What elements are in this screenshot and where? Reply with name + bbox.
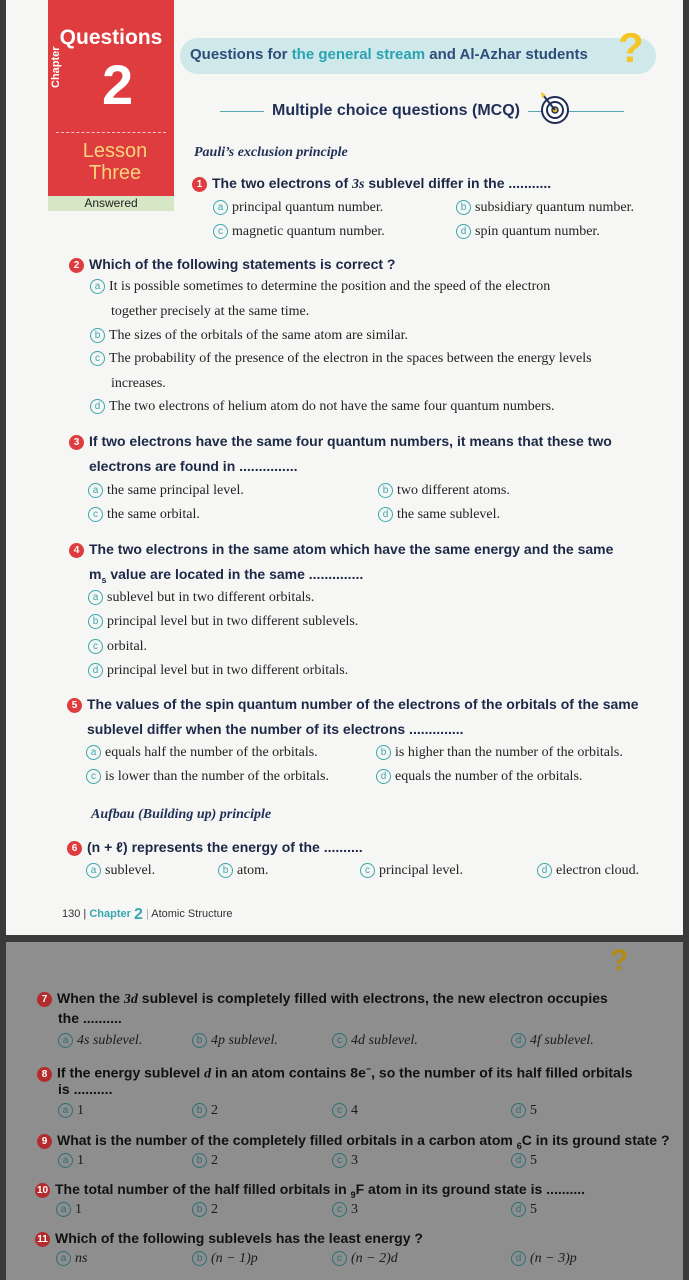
q10-option-c[interactable]: c 3 [332,1201,358,1219]
q2-option-a-cont: together precisely at the same time. [111,304,310,319]
question-4-cont: $m_s$ value are located in the same .............. [89,566,364,585]
q3-option-c[interactable]: c the same orbital. [88,506,200,524]
q2-option-d[interactable]: d The two electrons of helium atom do not have the same four quantum numbers. [90,398,555,416]
question-10: 10 The total number of the half filled orbitals in $_9$F atom in its ground state is .......... [36,1181,586,1200]
q11-option-b[interactable]: b (n − 1)p [192,1250,258,1268]
q9-option-d[interactable]: d 5 [511,1152,537,1170]
q9-option-c[interactable]: c 3 [332,1152,358,1170]
q1-option-a[interactable]: a principal quantum number. [213,199,383,217]
q6-option-c[interactable]: c principal level. [360,862,463,880]
question-3: 3 If two electrons have the same four quantum numbers, it means that these two [69,432,612,450]
q7-option-c[interactable]: c 4d sublevel. [332,1032,418,1050]
stream-banner: Questions for the general stream and Al-Azhar students [180,38,656,74]
q8-option-d[interactable]: d 5 [511,1102,537,1120]
textbook-page-130 [6,0,683,935]
q2-option-b[interactable]: b The sizes of the orbitals of the same atom are similar. [90,327,408,345]
q7-option-a[interactable]: a 4s sublevel. [58,1032,142,1050]
question-mark-icon: ? [618,24,644,71]
q4-option-d[interactable]: d principal level but in two different orbitals. [88,662,348,680]
q11-option-d[interactable]: d (n − 3)p [511,1250,577,1268]
q6-option-b[interactable]: b atom. [218,862,269,880]
q4-option-a[interactable]: a sublevel but in two different orbitals. [88,589,314,607]
q8-option-b[interactable]: b 2 [192,1102,218,1120]
q3-option-b[interactable]: b two different atoms. [378,482,510,500]
lesson-label: Lesson Three [82,140,148,184]
question-mark-icon: ? [610,944,629,977]
mcq-heading: Multiple choice questions (MCQ) [264,96,528,126]
q2-option-a[interactable]: a It is possible sometimes to determine the position and the speed of the electron [90,278,550,296]
question-7: 7 When the 3d sublevel is completely filled with electrons, the new electron occupies [37,989,608,1009]
question-7-cont: the .......... [58,1010,122,1026]
textbook-page-131 [6,942,683,1280]
q11-option-a[interactable]: a ns [56,1250,87,1268]
q9-option-b[interactable]: b 2 [192,1152,218,1170]
q3-option-a[interactable]: a the same principal level. [88,482,244,500]
question-5: 5 The values of the spin quantum number of the electrons of the orbitals of the same [67,695,639,713]
target-icon [538,92,572,126]
questions-heading: Questions [59,26,163,49]
q5-option-d[interactable]: d equals the number of the orbitals. [376,768,582,786]
q2-option-c-cont: increases. [111,376,166,391]
q6-option-d[interactable]: d electron cloud. [537,862,639,880]
q6-option-a[interactable]: a sublevel. [86,862,155,880]
question-4: 4 The two electrons in the same atom which have the same energy and the same [69,540,613,558]
section-aufbau: Aufbau (Building up) principle [91,807,272,822]
question-8: 8 If the energy sublevel d in an atom contains 8e−, so the number of its half filled orbitals [37,1060,633,1084]
q7-option-d[interactable]: d 4f sublevel. [511,1032,594,1050]
q5-option-c[interactable]: c is lower than the number of the orbitals. [86,768,329,786]
question-6: 6 (n + ℓ) represents the energy of the .......... [67,838,363,856]
section-pauli: Pauli’s exclusion principle [194,145,348,160]
q5-option-b[interactable]: b is higher than the number of the orbitals. [376,744,623,762]
q3-option-d[interactable]: d the same sublevel. [378,506,500,524]
q10-option-d[interactable]: d 5 [511,1201,537,1219]
q4-option-b[interactable]: b principal level but in two different sublevels. [88,613,358,631]
question-9: 9 What is the number of the completely filled orbitals in a carbon atom $_6$C in its ground state ? [37,1131,670,1155]
question-2: 2 Which of the following statements is correct ? [69,255,395,273]
q5-option-a[interactable]: a equals half the number of the orbitals. [86,744,318,762]
q1-option-b[interactable]: b subsidiary quantum number. [456,199,634,217]
q8-option-c[interactable]: c 4 [332,1102,358,1120]
question-3-cont: electrons are found in ............... [89,458,298,474]
q10-option-a[interactable]: a 1 [56,1201,82,1219]
q2-option-c[interactable]: c The probability of the presence of the electron in the spaces between the energy levels [90,350,592,368]
divider [56,132,166,133]
answered-badge: Answered [48,196,174,211]
question-5-cont: sublevel differ when the number of its electrons .............. [87,721,464,737]
chapter-label: Chapter [50,46,62,88]
chapter-number: 2 [102,53,134,116]
q1-option-c[interactable]: c magnetic quantum number. [213,223,385,241]
question-8-cont: is .......... [58,1081,113,1097]
question-11: 11 Which of the following sublevels has the least energy ? [35,1229,423,1247]
q11-option-c[interactable]: c (n − 2)d [332,1250,398,1268]
chapter-tab [48,0,174,196]
q4-option-c[interactable]: c orbital. [88,638,147,656]
q1-option-d[interactable]: d spin quantum number. [456,223,600,241]
page-footer: 130 | Chapter 2 | Atomic Structure [62,906,233,923]
question-1: 1 The two electrons of 3s sublevel differ in the ........... [192,174,551,194]
q7-option-b[interactable]: b 4p sublevel. [192,1032,278,1050]
q9-option-a[interactable]: a 1 [58,1152,84,1170]
q10-option-b[interactable]: b 2 [192,1201,218,1219]
q8-option-a[interactable]: a 1 [58,1102,84,1120]
